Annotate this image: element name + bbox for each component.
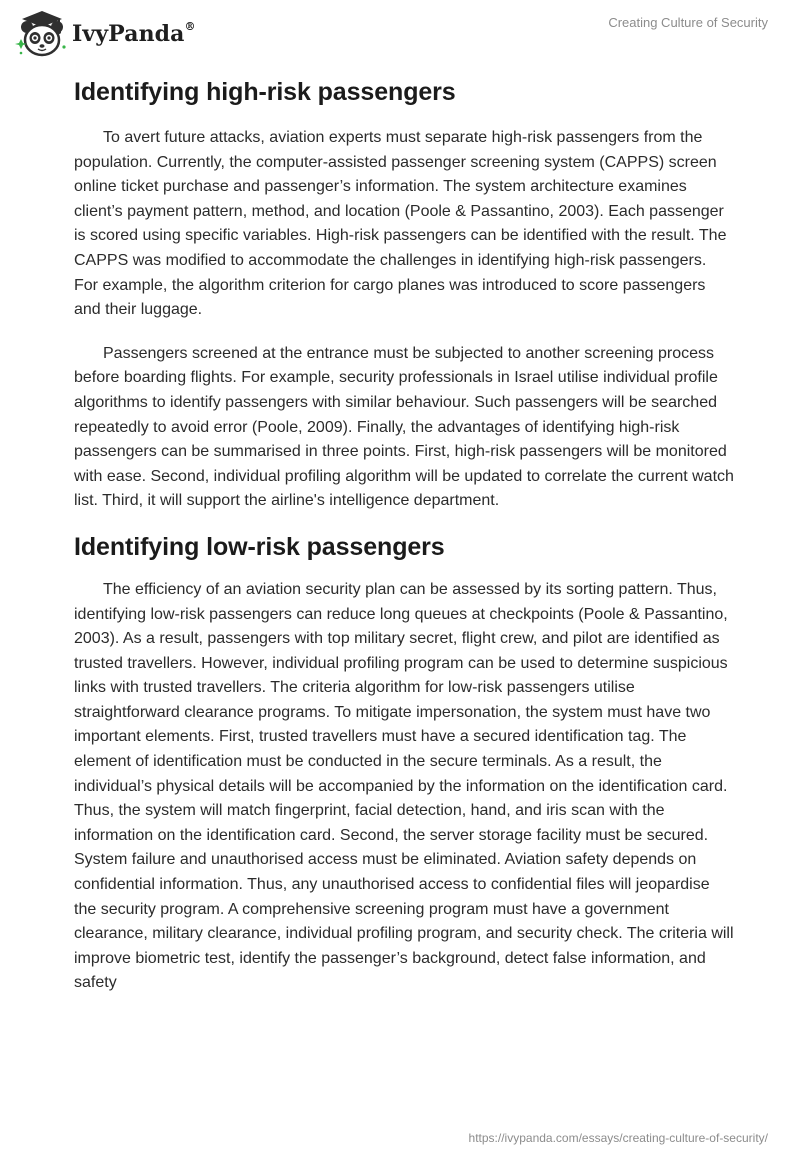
panda-logo-icon xyxy=(14,9,70,59)
logo-link[interactable] xyxy=(14,9,196,59)
logo-text xyxy=(72,21,196,47)
paragraph: To avert future attacks, aviation experts must separate high-risk passengers from the population. Currently, the computer-assisted passenger screening system (CAPPS) screen online ticket purchase and passenger’s information. The system architecture examines client’s payment pattern, method, and location (Poole & Passantino, 2003). Each passenger is scored using specific variables. High-risk passengers can be identified with the result. The CAPPS was modified to accommodate the challenges in identifying high-risk passengers. For example, the algorithm criterion for cargo planes was introduced to score passengers and their luggage. xyxy=(74,129,727,319)
document-title: Creating Culture of Security xyxy=(608,15,768,30)
section-heading-low-risk: Identifying low-risk passengers xyxy=(74,532,445,561)
essay-content xyxy=(74,70,734,996)
logo-wordmark: IvyPanda xyxy=(72,21,185,47)
page-header xyxy=(0,0,800,66)
paragraph: The efficiency of an aviation security plan can be assessed by its sorting pattern. Thus, identifying low-risk passengers can reduce long queues at checkpoints (Poole & Passantino, 2003). As a result, passengers with top military secret, flight crew, and pilot are identified as trusted travellers. However, individual profiling program can be used to determine suspicious links with trusted travellers. The criteria algorithm for low-risk passengers utilise straightforward clearance programs. To mitigate impersonation, the system must have two important elements. First, trusted travellers must have a secured identification tag. The element of identification must be conducted in the secure terminals. As a result, the individual’s physical details will be accompanied by the information on the identification card. Thus, the system will match fingerprint, facial detection, hand, and iris scan with the information on the identification card. Second, the server storage facility must be secured. System failure and unauthorised access must be eliminated. Aviation safety depends on confidential information. Thus, any unauthorised access to confidential files will jeopardise the security program. A comprehensive screening program must have a government clearance, military clearance, individual profiling program, and security check. The criteria will improve biometric test, identify the passenger’s background, detect false information, and safety xyxy=(74,580,734,992)
section-heading-high-risk: Identifying high-risk passengers xyxy=(74,78,456,106)
source-url-link[interactable]: https://ivypanda.com/essays/creating-culture-of-security/ xyxy=(468,1131,768,1145)
registered-mark: ® xyxy=(184,19,196,33)
paragraph: Passengers screened at the entrance must be subjected to another screening process before boarding flights. For example, security professionals in Israel utilise individual profile algorithms to identify passengers with similar behaviour. Such passengers will be searched repeatedly to avoid error (Poole, 2009). Finally, the advantages of identifying high-risk passengers can be summarised in three points. First, high-risk passengers will be monitored with ease. Second, individual profiling algorithm will be updated to correlate the current watch list. Third, it will support the airline's intelligence department. xyxy=(74,344,734,510)
